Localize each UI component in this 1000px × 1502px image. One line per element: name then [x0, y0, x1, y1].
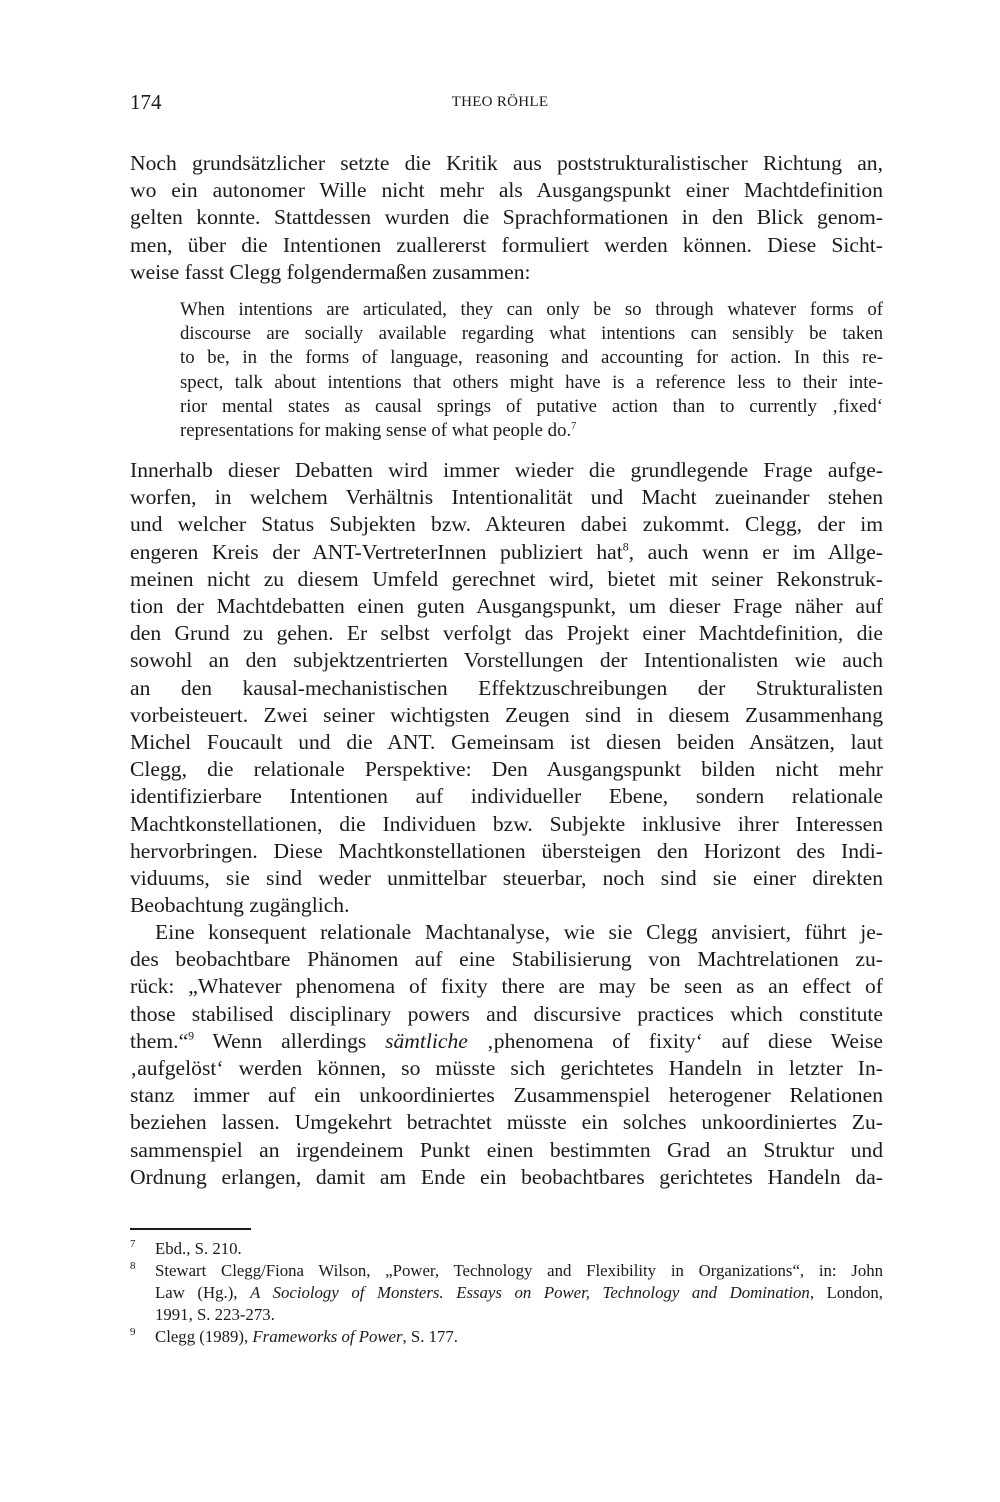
text-line	[130, 865, 883, 892]
text-run: Stewart Clegg/Fiona Wilson, „Power, Technology and Flexibility in Organizations“, in: John	[155, 1261, 883, 1280]
text-line	[130, 484, 883, 511]
paragraph-1	[130, 150, 883, 286]
text-run: ‚phenomena of fixity‘ auf diese Weise	[467, 1028, 883, 1053]
text-run: Clegg (1989),	[155, 1327, 253, 1346]
text-line	[130, 973, 883, 1000]
text-run: identifizierbare Intentionen auf individueller Ebene, sondern relationale	[130, 784, 883, 809]
text-run: tion der Machtdebatten einen guten Ausgangspunkt, um dieser Frage näher auf	[130, 594, 883, 619]
text-line	[130, 783, 883, 810]
text-line	[180, 322, 883, 346]
block-quote	[180, 298, 883, 443]
text-run: Law (Hg.),	[155, 1283, 251, 1302]
footnote-reference: 8	[622, 539, 629, 554]
text-run: sammenspiel an irgendeinem Punkt einen bestimmten Grad an Struktur und	[130, 1137, 883, 1162]
paragraph-3	[130, 919, 883, 1191]
text-line	[130, 1001, 883, 1028]
text-line	[155, 1260, 883, 1282]
text-line	[155, 1304, 883, 1326]
text-run: Noch grundsätzlicher setzte die Kritik aus poststrukturalistischer Richtung an,	[130, 151, 883, 175]
text-run: Ebd., S. 210.	[155, 1239, 242, 1258]
text-line	[130, 838, 883, 865]
italic-text: sämtliche	[385, 1028, 468, 1053]
italic-text: A Sociology of Monsters. Essays on Power, Technology and Domination	[250, 1283, 810, 1302]
text-run: When intentions are articulated, they can only be so through whatever forms of	[180, 299, 883, 320]
text-run: sowohl an den subjektzentrierten Vorstellungen der Intentionalisten wie auch	[130, 648, 883, 673]
text-line	[130, 647, 883, 674]
text-line	[130, 919, 883, 946]
footnote	[130, 1326, 883, 1348]
text-line	[130, 150, 883, 177]
footnote	[130, 1238, 883, 1260]
text-run: weise fasst Clegg folgendermaßen zusammen:	[130, 259, 531, 284]
text-line	[130, 177, 883, 204]
text-line	[155, 1326, 883, 1348]
text-run: an den kausal-mechanistischen Effektzuschreibungen der Strukturalisten	[130, 675, 883, 700]
text-line	[130, 1109, 883, 1136]
text-run: worfen, in welchem Verhältnis Intentionalität und Macht zueinander stehen	[130, 485, 883, 510]
text-run: gelten konnte. Stattdessen wurden die Sprachformationen in den Blick genom-	[130, 205, 883, 230]
text-run: , S. 177.	[402, 1327, 458, 1346]
text-line	[155, 1282, 883, 1304]
text-run: to be, in the forms of language, reasoning and accounting for action. In this re-	[180, 347, 883, 369]
text-line	[180, 346, 883, 370]
text-run: those stabilised disciplinary powers and discursive practices which constitute	[130, 1001, 883, 1026]
footnote-number: 8	[130, 1260, 136, 1272]
text-run: , London,	[809, 1283, 883, 1302]
text-line	[155, 1238, 883, 1260]
text-run: engeren Kreis der ANT-VertreterInnen publiziert hat	[130, 539, 623, 564]
text-line	[130, 675, 883, 702]
text-line	[130, 566, 883, 593]
text-line	[180, 419, 883, 443]
text-line	[130, 1055, 883, 1082]
text-line	[180, 395, 883, 419]
text-line	[130, 756, 883, 783]
text-line	[130, 702, 883, 729]
paragraph-2	[130, 457, 883, 919]
text-run: rück: „Whatever phenomena of fixity there are may be seen as an effect of	[130, 974, 883, 999]
text-run: und welcher Status Subjekten bzw. Akteuren dabei zukommt. Clegg, der im	[130, 512, 883, 537]
text-run: beziehen lassen. Umgekehrt betrachtet müsste ein solches unkoordiniertes Zu-	[130, 1110, 883, 1135]
text-run: stanz immer auf ein unkoordiniertes Zusammenspiel heterogener Relationen	[130, 1083, 883, 1108]
text-line	[130, 620, 883, 647]
text-run: den Grund zu gehen. Er selbst verfolgt das Projekt einer Machtdefinition, die	[130, 621, 883, 646]
text-run: Beobachtung zugänglich.	[130, 893, 350, 918]
footnote-reference: 7	[571, 420, 577, 432]
text-run: them.“	[130, 1028, 189, 1053]
text-run: Ordnung erlangen, damit am Ende ein beobachtbares gerichtetes Handeln da-	[130, 1164, 883, 1189]
text-line	[180, 371, 883, 395]
text-run: Eine konsequent relationale Machtanalyse, wie sie Clegg anvisiert, führt je-	[155, 920, 883, 944]
text-line	[130, 1137, 883, 1164]
text-run: meinen nicht zu diesem Umfeld gerechnet wird, bietet mit seiner Rekonstruk-	[130, 566, 883, 591]
text-line	[130, 1028, 883, 1055]
text-run: 1991, S. 223-273.	[155, 1305, 275, 1324]
text-run: hervorbringen. Diese Machtkonstellationen übersteigen den Horizont des Indi-	[130, 838, 883, 863]
text-run: Machtkonstellationen, die Individuen bzw. Subjekte inklusive ihrer Interessen	[130, 811, 883, 836]
text-run: viduums, sie sind weder unmittelbar steuerbar, noch sind sie einer direkten	[130, 866, 883, 891]
footnote-number: 7	[130, 1238, 136, 1250]
text-line	[130, 729, 883, 756]
text-run: , auch wenn er im Allge-	[628, 539, 883, 564]
text-line	[130, 1164, 883, 1191]
footnote-reference: 9	[188, 1028, 195, 1043]
text-line	[130, 892, 883, 919]
text-line	[130, 457, 883, 484]
footnote	[130, 1260, 883, 1326]
text-run: representations for making sense of what people do.	[180, 420, 572, 442]
text-line	[130, 811, 883, 838]
page-number: 174	[130, 90, 162, 114]
text-run: vorbeisteuert. Zwei seiner wichtigsten Zeugen sind in diesem Zusammenhang	[130, 702, 883, 727]
text-run: wo ein autonomer Wille nicht mehr als Ausgangspunkt einer Machtdefinition	[130, 178, 883, 203]
text-line	[130, 204, 883, 231]
text-run: ‚aufgelöst‘ werden können, so müsste sich gerichtetes Handeln in letzter In-	[130, 1056, 883, 1081]
text-run: rior mental states as causal springs of putative action than to currently ‚fixed‘	[180, 395, 883, 417]
text-line	[130, 946, 883, 973]
text-run: Wenn allerdings	[194, 1028, 386, 1053]
footnote-divider	[130, 1228, 251, 1230]
text-line	[130, 593, 883, 620]
text-run: des beobachtbare Phänomen auf eine Stabilisierung von Machtrelationen zu-	[130, 947, 883, 972]
text-run: discourse are socially available regarding what intentions can sensibly be taken	[180, 323, 883, 345]
running-title: THEO RÖHLE	[451, 94, 549, 110]
text-line	[130, 259, 883, 286]
text-run: Clegg, die relationale Perspektive: Den Ausgangspunkt bilden nicht mehr	[130, 757, 883, 782]
text-run: Michel Foucault und die ANT. Gemeinsam ist diesen beiden Ansätzen, laut	[130, 730, 883, 755]
text-line	[130, 1082, 883, 1109]
footnote-number: 9	[130, 1326, 136, 1338]
text-run: men, über die Intentionen zuallererst formuliert werden können. Diese Sicht-	[130, 232, 883, 257]
text-line	[130, 232, 883, 259]
text-line	[180, 298, 883, 322]
italic-text: Frameworks of Power	[252, 1327, 403, 1346]
text-line	[130, 511, 883, 538]
text-line	[130, 539, 883, 566]
footnotes	[130, 1238, 883, 1348]
text-run: Innerhalb dieser Debatten wird immer wieder die grundlegende Frage aufge-	[130, 458, 883, 482]
text-run: spect, talk about intentions that others might have is a reference less to their inte-	[180, 371, 883, 393]
